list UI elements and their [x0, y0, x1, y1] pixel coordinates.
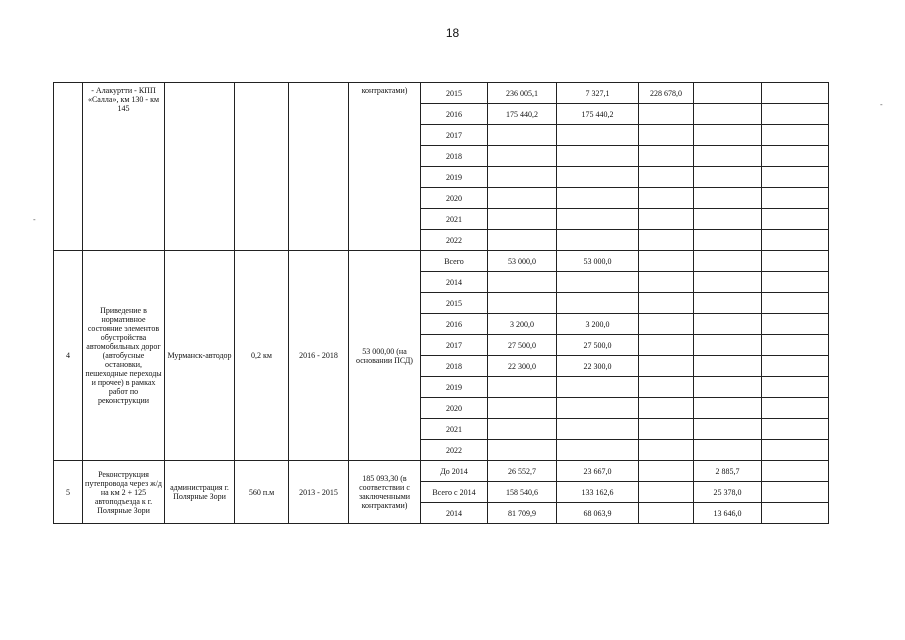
other-source-cell — [762, 335, 829, 356]
regional-budget-cell — [639, 104, 694, 125]
total-cell — [488, 125, 557, 146]
regional-budget-cell — [639, 398, 694, 419]
local-budget-cell: 25 378,0 — [694, 482, 762, 503]
local-budget-cell — [694, 104, 762, 125]
total-cell — [488, 440, 557, 461]
estimated-cost-cell: контрактами) — [349, 83, 421, 251]
other-source-cell — [762, 377, 829, 398]
period-cell: 2013 - 2015 — [289, 461, 349, 524]
federal-budget-cell: 3 200,0 — [557, 314, 639, 335]
year-cell: 2021 — [421, 419, 488, 440]
year-cell: 2016 — [421, 104, 488, 125]
total-cell: 53 000,0 — [488, 251, 557, 272]
regional-budget-cell — [639, 314, 694, 335]
federal-budget-cell: 27 500,0 — [557, 335, 639, 356]
local-budget-cell — [694, 83, 762, 104]
local-budget-cell — [694, 209, 762, 230]
regional-budget-cell — [639, 461, 694, 482]
total-cell: 22 300,0 — [488, 356, 557, 377]
other-source-cell — [762, 314, 829, 335]
other-source-cell — [762, 503, 829, 524]
estimated-cost-cell: 185 093,30 (в соответствии с заключенными контрактами) — [349, 461, 421, 524]
total-cell — [488, 293, 557, 314]
other-source-cell — [762, 167, 829, 188]
regional-budget-cell — [639, 419, 694, 440]
year-cell: 2021 — [421, 209, 488, 230]
other-source-cell — [762, 293, 829, 314]
regional-budget-cell — [639, 146, 694, 167]
capacity-cell: 560 п.м — [235, 461, 289, 524]
regional-budget-cell — [639, 251, 694, 272]
customer-cell — [165, 83, 235, 251]
table-row — [54, 83, 885, 104]
total-cell — [488, 209, 557, 230]
other-source-cell — [762, 188, 829, 209]
federal-budget-cell — [557, 188, 639, 209]
other-source-cell — [762, 272, 829, 293]
total-cell — [488, 188, 557, 209]
project-number-cell — [54, 83, 83, 251]
local-budget-cell — [694, 335, 762, 356]
project-name-cell: Приведение в нормативное состояние элементов обустройства автомобильных дорог (автобусные остановки, пешеходные переходы и прочее) в рамках работ по реконструкции — [83, 251, 165, 461]
federal-budget-cell — [557, 398, 639, 419]
total-cell — [488, 167, 557, 188]
year-cell: 2015 — [421, 83, 488, 104]
year-cell: 2014 — [421, 272, 488, 293]
year-cell: 2022 — [421, 440, 488, 461]
year-cell: 2018 — [421, 146, 488, 167]
regional-budget-cell — [639, 335, 694, 356]
regional-budget-cell — [639, 482, 694, 503]
regional-budget-cell — [639, 125, 694, 146]
local-budget-cell — [694, 293, 762, 314]
local-budget-cell — [694, 440, 762, 461]
regional-budget-cell — [639, 167, 694, 188]
year-cell: 2015 — [421, 293, 488, 314]
table-row — [54, 461, 885, 482]
local-budget-cell — [694, 356, 762, 377]
estimated-cost-cell: 53 000,00 (на основании ПСД) — [349, 251, 421, 461]
federal-budget-cell: 22 300,0 — [557, 356, 639, 377]
other-source-cell — [762, 230, 829, 251]
total-cell — [488, 398, 557, 419]
local-budget-cell — [694, 167, 762, 188]
local-budget-cell — [694, 125, 762, 146]
local-budget-cell — [694, 188, 762, 209]
other-source-cell — [762, 209, 829, 230]
total-cell: 81 709,9 — [488, 503, 557, 524]
other-source-cell — [762, 440, 829, 461]
year-cell: До 2014 — [421, 461, 488, 482]
year-cell: 2014 — [421, 503, 488, 524]
year-cell: 2020 — [421, 188, 488, 209]
local-budget-cell: 13 646,0 — [694, 503, 762, 524]
capacity-cell — [235, 83, 289, 251]
other-source-cell — [762, 251, 829, 272]
year-cell: 2022 — [421, 230, 488, 251]
regional-budget-cell — [639, 440, 694, 461]
total-cell: 175 440,2 — [488, 104, 557, 125]
federal-budget-cell — [557, 125, 639, 146]
project-name-cell: - Алакуртти - КПП «Салла», км 130 - км 145 — [83, 83, 165, 251]
year-cell: Всего — [421, 251, 488, 272]
regional-budget-cell — [639, 230, 694, 251]
federal-budget-cell — [557, 146, 639, 167]
year-cell: 2017 — [421, 335, 488, 356]
regional-budget-cell — [639, 356, 694, 377]
customer-cell: Мурманск-автодор — [165, 251, 235, 461]
project-number-cell: 4 — [54, 251, 83, 461]
local-budget-cell: 2 885,7 — [694, 461, 762, 482]
regional-budget-cell — [639, 503, 694, 524]
federal-budget-cell — [557, 419, 639, 440]
year-cell: Всего с 2014 — [421, 482, 488, 503]
total-cell — [488, 419, 557, 440]
customer-cell: администрация г. Полярные Зори — [165, 461, 235, 524]
federal-budget-cell — [557, 293, 639, 314]
federal-budget-cell — [557, 230, 639, 251]
federal-budget-cell — [557, 377, 639, 398]
regional-budget-cell — [639, 272, 694, 293]
total-cell: 27 500,0 — [488, 335, 557, 356]
total-cell — [488, 230, 557, 251]
total-cell: 236 005,1 — [488, 83, 557, 104]
other-source-cell — [762, 104, 829, 125]
total-cell: 26 552,7 — [488, 461, 557, 482]
regional-budget-cell — [639, 293, 694, 314]
period-cell: 2016 - 2018 — [289, 251, 349, 461]
period-cell — [289, 83, 349, 251]
year-cell: 2020 — [421, 398, 488, 419]
local-budget-cell — [694, 314, 762, 335]
local-budget-cell — [694, 398, 762, 419]
other-source-cell — [762, 146, 829, 167]
federal-budget-cell — [557, 272, 639, 293]
regional-budget-cell — [639, 377, 694, 398]
total-cell — [488, 272, 557, 293]
total-cell: 158 540,6 — [488, 482, 557, 503]
year-cell: 2019 — [421, 167, 488, 188]
federal-budget-cell: 23 667,0 — [557, 461, 639, 482]
scan-mark: - — [880, 100, 883, 109]
federal-budget-cell — [557, 167, 639, 188]
year-cell: 2019 — [421, 377, 488, 398]
federal-budget-cell: 53 000,0 — [557, 251, 639, 272]
year-cell: 2017 — [421, 125, 488, 146]
other-source-cell — [762, 83, 829, 104]
year-cell: 2018 — [421, 356, 488, 377]
local-budget-cell — [694, 419, 762, 440]
federal-budget-cell: 175 440,2 — [557, 104, 639, 125]
regional-budget-cell — [639, 188, 694, 209]
page-number: 18 — [445, 26, 460, 40]
total-cell: 3 200,0 — [488, 314, 557, 335]
other-source-cell — [762, 482, 829, 503]
other-source-cell — [762, 398, 829, 419]
federal-budget-cell: 68 063,9 — [557, 503, 639, 524]
other-source-cell — [762, 461, 829, 482]
local-budget-cell — [694, 251, 762, 272]
local-budget-cell — [694, 377, 762, 398]
regional-budget-cell — [639, 209, 694, 230]
other-source-cell — [762, 125, 829, 146]
project-name-cell: Реконструкция путепровода через ж/д на км 2 + 125 автоподъезда к г. Полярные Зори — [83, 461, 165, 524]
year-cell: 2016 — [421, 314, 488, 335]
total-cell — [488, 146, 557, 167]
budget-table — [53, 82, 885, 524]
scan-mark: - — [33, 215, 36, 224]
federal-budget-cell: 133 162,6 — [557, 482, 639, 503]
local-budget-cell — [694, 230, 762, 251]
federal-budget-cell — [557, 209, 639, 230]
project-number-cell: 5 — [54, 461, 83, 524]
capacity-cell: 0,2 км — [235, 251, 289, 461]
federal-budget-cell: 7 327,1 — [557, 83, 639, 104]
table-row — [54, 251, 885, 272]
local-budget-cell — [694, 146, 762, 167]
local-budget-cell — [694, 272, 762, 293]
other-source-cell — [762, 356, 829, 377]
total-cell — [488, 377, 557, 398]
regional-budget-cell: 228 678,0 — [639, 83, 694, 104]
other-source-cell — [762, 419, 829, 440]
federal-budget-cell — [557, 440, 639, 461]
